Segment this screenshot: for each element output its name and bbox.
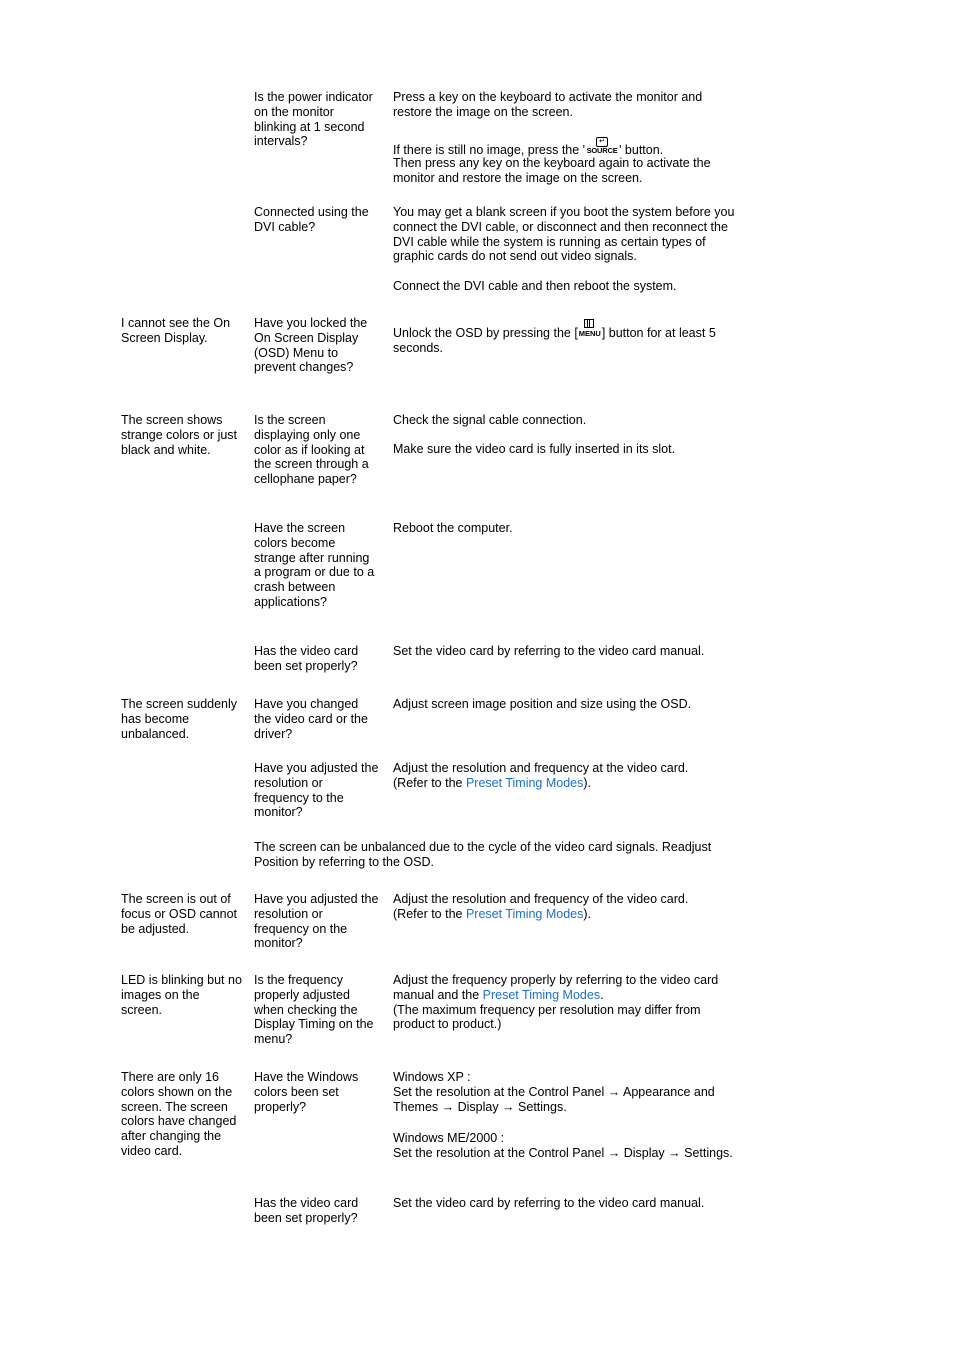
answer-set-video-card: Set the video card by referring to the video card manual. [393, 1196, 705, 1210]
source-arrow-icon: ↵ [596, 137, 608, 147]
answer-set-video-card: Set the video card by referring to the video card manual. [393, 644, 705, 658]
question-changed-video-card: Have you changed the video card or the driver? [254, 697, 368, 741]
question-frequency-adjusted: Is the frequency properly adjusted when checking the Display Timing on the menu? [254, 973, 374, 1047]
answer-refer-after: ). [583, 775, 592, 790]
question-video-card-set: Has the video card been set properly? [254, 1196, 359, 1225]
question-dvi-cable: Connected using the DVI cable? [254, 205, 369, 234]
answer-unlock-osd-before: Unlock the OSD by pressing the [ [393, 326, 578, 340]
answer-windows-xp [393, 1070, 738, 1114]
menu-button-icon [578, 324, 602, 338]
answer-press-key: Press a key on the keyboard to activate the monitor and restore the image on the screen. [393, 90, 703, 119]
answer-adjust-resolution-of-card [393, 892, 738, 922]
menu-icon-label: MENU [578, 329, 601, 338]
question-adjusted-resolution: Have you adjusted the resolution or frequency to the monitor? [254, 761, 379, 820]
answer-check-cable: Check the signal cable connection. [393, 413, 587, 427]
problem-strange-colors: The screen shows strange colors or just black and white. [121, 413, 238, 457]
answer-adjust-resolution-line: Adjust the resolution and frequency at the video card. [393, 761, 689, 775]
answer-unlock-osd [393, 324, 738, 356]
preset-timing-modes-link[interactable]: Preset Timing Modes [465, 775, 584, 790]
problem-sixteen-colors: There are only 16 colors shown on the screen. The screen colors have changed after changing the video card. [121, 1070, 237, 1158]
answer-adjust-position: Adjust screen image position and size using the OSD. [393, 697, 692, 711]
answer-unlock-osd-after: ] button for at least 5 seconds. [393, 326, 716, 355]
answer-refer-after: ). [583, 906, 592, 921]
answer-press-source-after: ' button. [619, 143, 664, 157]
answer-refer-before: (Refer to the [393, 775, 466, 790]
answer-adjust-frequency-after: . [600, 987, 604, 1002]
problem-led-blinking: LED is blinking but no images on the screen. [121, 973, 242, 1017]
windows-xp-title: Windows XP : [393, 1070, 471, 1084]
answer-video-card-inserted: Make sure the video card is fully inserted in its slot. [393, 442, 676, 456]
answer-adjust-frequency-before: Adjust the frequency properly by referring to the video card manual and the [393, 973, 719, 1002]
answer-adjust-frequency [393, 973, 738, 1032]
preset-timing-modes-link[interactable]: Preset Timing Modes [482, 987, 601, 1002]
question-video-card-set: Has the video card been set properly? [254, 644, 359, 673]
question-osd-locked: Have you locked the On Screen Display (OSD) Menu to prevent changes? [254, 316, 368, 375]
answer-restore-image: Then press any key on the keyboard again to activate the monitor and restore the image on the screen. [393, 156, 711, 185]
answer-dvi-reboot: Connect the DVI cable and then reboot the system. [393, 279, 677, 293]
problem-out-of-focus: The screen is out of focus or OSD cannot be adjusted. [121, 892, 238, 936]
question-power-indicator: Is the power indicator on the monitor blinking at 1 second intervals? [254, 90, 373, 149]
answer-reboot-computer: Reboot the computer. [393, 521, 513, 535]
preset-timing-modes-link[interactable]: Preset Timing Modes [465, 906, 584, 921]
windows-me-title: Windows ME/2000 : [393, 1131, 505, 1145]
answer-adjust-resolution-line: Adjust the resolution and frequency of the video card. [393, 892, 689, 906]
problem-osd: I cannot see the On Screen Display. [121, 316, 231, 345]
answer-refer-before: (Refer to the [393, 906, 466, 921]
source-icon-label: SOURCE [586, 146, 618, 155]
answer-adjust-resolution-at-card [393, 761, 738, 791]
question-one-color: Is the screen displaying only one color as if looking at the screen through a cellophane paper? [254, 413, 369, 487]
menu-grid-icon [584, 319, 594, 328]
question-windows-colors: Have the Windows colors been set properly? [254, 1070, 359, 1114]
answer-windows-me [393, 1131, 738, 1161]
answer-max-frequency-note: (The maximum frequency per resolution may differ from product to product.) [393, 1002, 701, 1032]
answer-dvi-blank-screen: You may get a blank screen if you boot the system before you connect the DVI cable, or disconnect and then reconnect the DVI cable while the system is running as certain types of graphic cards do not send out video signals. [393, 205, 735, 264]
windows-xp-instructions: Set the resolution at the Control Panel → Appearance and Themes → Display → Settings. [393, 1084, 715, 1114]
question-colors-after-crash: Have the screen colors become strange after running a program or due to a crash between applications? [254, 521, 375, 609]
source-button-icon [586, 138, 618, 155]
answer-press-source-before: If there is still no image, press the ' [393, 143, 586, 157]
question-resolution-on-monitor: Have you adjusted the resolution or frequency on the monitor? [254, 892, 379, 951]
note-cycle-unbalanced: The screen can be unbalanced due to the cycle of the video card signals. Readjust Position by referring to the OSD. [254, 840, 712, 869]
windows-me-instructions: Set the resolution at the Control Panel → Display → Settings. [393, 1145, 733, 1160]
problem-unbalanced: The screen suddenly has become unbalanced. [121, 697, 238, 741]
